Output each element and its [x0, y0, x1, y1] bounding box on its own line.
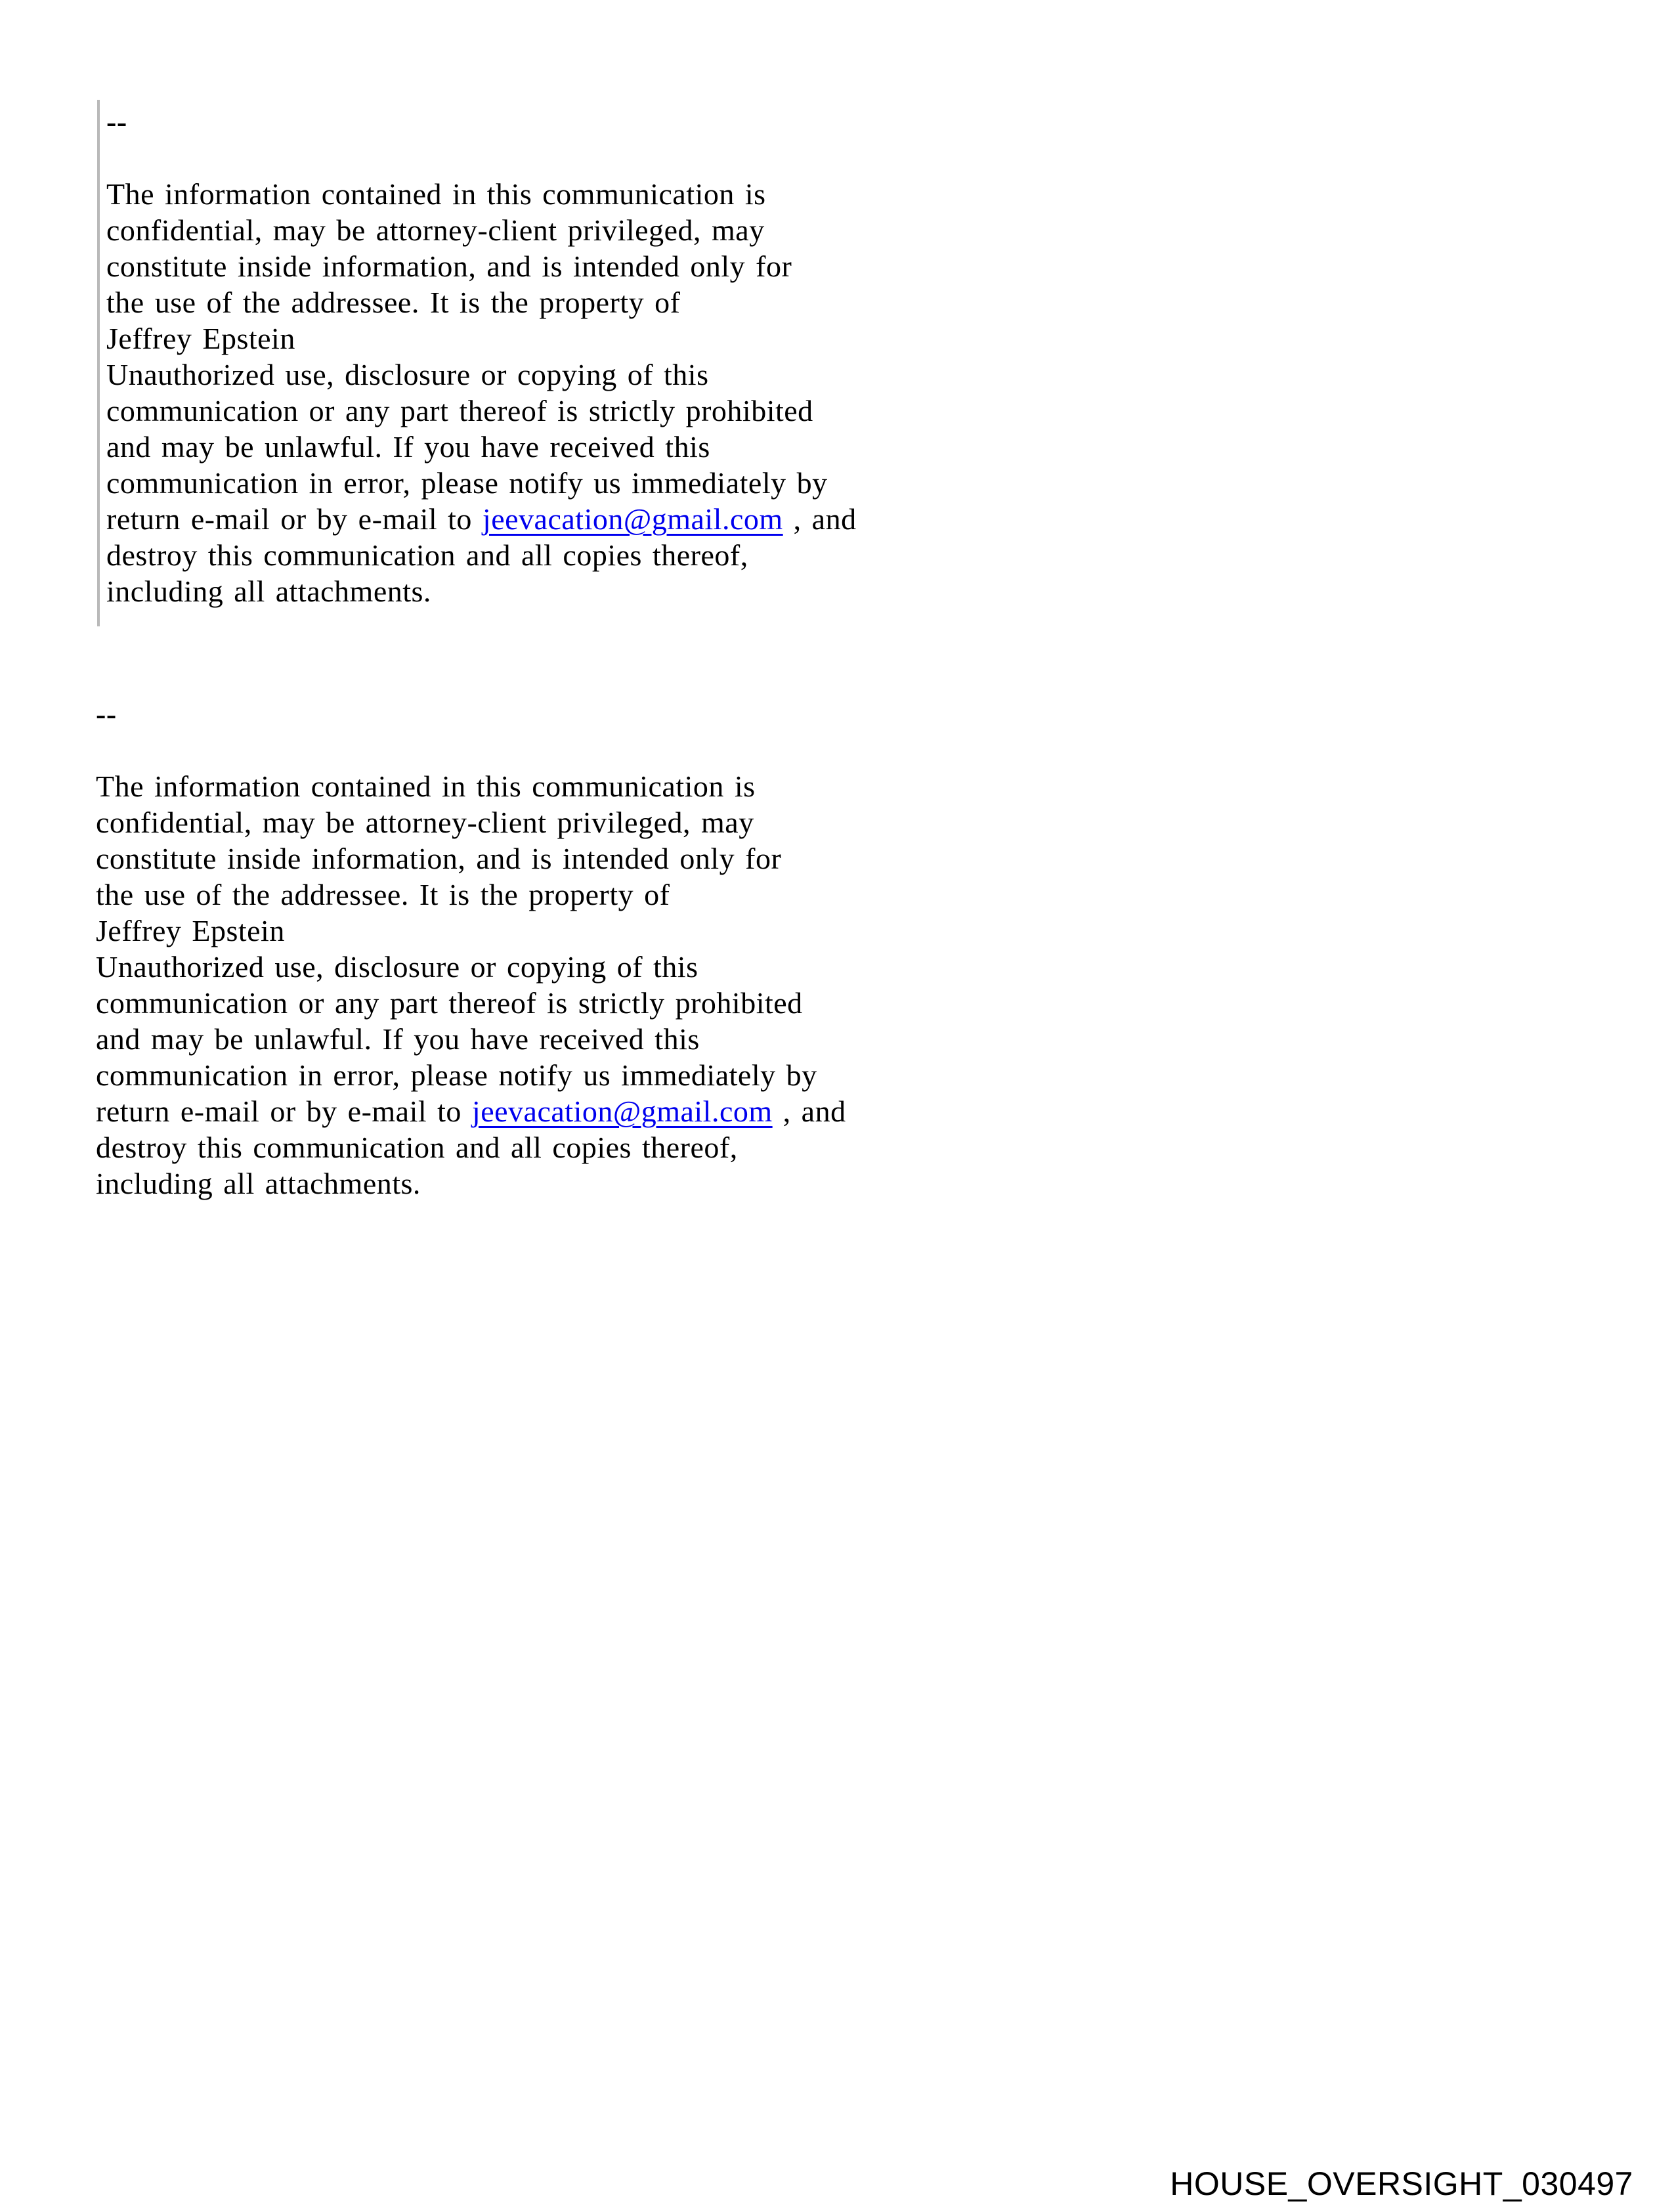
- disclaimer-link-line: [106, 501, 1674, 537]
- link-line-prefix: return e-mail or by e-mail to: [96, 1095, 472, 1128]
- disclaimer-line: confidential, may be attorney-client privileged, may: [96, 806, 754, 839]
- signature-delimiter: --: [96, 697, 117, 731]
- disclaimer-line: including all attachments.: [96, 1167, 421, 1200]
- disclaimer-block: [96, 692, 1674, 1202]
- disclaimer-line: communication in error, please notify us immediately by: [96, 1058, 817, 1092]
- disclaimer-line: communication or any part thereof is strictly prohibited: [96, 986, 803, 1020]
- disclaimer-line: The information contained in this communication is: [96, 770, 756, 803]
- disclaimer-link-line: [96, 1093, 1674, 1129]
- link-line-prefix: return e-mail or by e-mail to: [106, 502, 483, 536]
- disclaimer-line: communication in error, please notify us immediately by: [106, 466, 828, 500]
- disclaimer-line: Jeffrey Epstein: [106, 322, 295, 355]
- link-line-suffix: , and: [772, 1095, 846, 1128]
- link-line-suffix: , and: [783, 502, 857, 536]
- disclaimer-line: and may be unlawful. If you have received this: [106, 430, 710, 464]
- asterisk-divider: [96, 732, 1674, 768]
- signature-delimiter: --: [106, 105, 127, 139]
- email-link[interactable]: jeevacation@gmail.com: [482, 502, 783, 536]
- disclaimer-line: and may be unlawful. If you have received this: [96, 1022, 700, 1056]
- disclaimer-line: Unauthorized use, disclosure or copying of this: [96, 950, 698, 984]
- email-link[interactable]: jeevacation@gmail.com: [471, 1095, 773, 1128]
- disclaimer-line: constitute inside information, and is intended only for: [96, 842, 782, 875]
- disclaimer-line: the use of the addressee. It is the property of: [106, 286, 681, 319]
- asterisk-divider: [106, 140, 1674, 176]
- disclaimer-line: destroy this communication and all copies thereof,: [106, 538, 748, 572]
- disclaimer-line: including all attachments.: [106, 575, 431, 608]
- disclaimer-line: communication or any part thereof is strictly prohibited: [106, 394, 813, 427]
- disclaimer-line: destroy this communication and all copies thereof,: [96, 1131, 738, 1164]
- quoted-disclaimer-block: [97, 100, 1674, 626]
- disclaimer-line: The information contained in this communication is: [106, 177, 766, 211]
- disclaimer-line: constitute inside information, and is intended only for: [106, 249, 792, 283]
- bates-number: HOUSE_OVERSIGHT_030497: [1170, 2165, 1633, 2202]
- disclaimer-line: Unauthorized use, disclosure or copying of this: [106, 358, 709, 391]
- disclaimer-line: the use of the addressee. It is the property of: [96, 878, 670, 911]
- disclaimer-line: Jeffrey Epstein: [96, 914, 285, 947]
- disclaimer-line: confidential, may be attorney-client privileged, may: [106, 213, 765, 247]
